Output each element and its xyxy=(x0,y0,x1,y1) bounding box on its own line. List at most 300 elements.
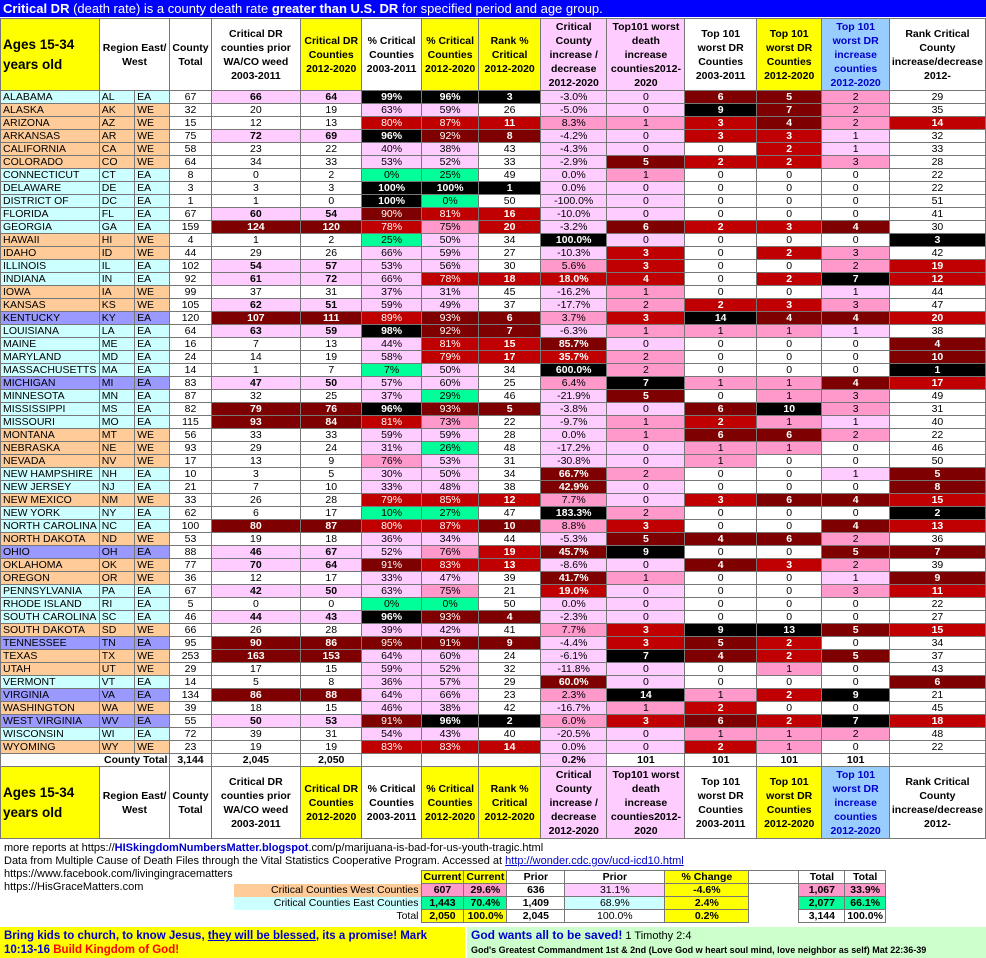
table-cell: 0 xyxy=(822,351,889,364)
state-code: TX xyxy=(99,650,134,663)
table-cell: 7% xyxy=(362,364,422,377)
table-cell: 15 xyxy=(889,624,985,637)
table-cell: 0 xyxy=(607,91,685,104)
table-cell: EA xyxy=(135,221,170,234)
summary-cell: 1,067 xyxy=(799,884,845,897)
table-cell: 0 xyxy=(607,455,685,468)
table-cell: 66 xyxy=(170,624,211,637)
state-name: MONTANA xyxy=(1,429,100,442)
table-cell: 600.0% xyxy=(540,364,606,377)
table-cell: 0 xyxy=(822,637,889,650)
table-cell: WE xyxy=(135,299,170,312)
table-cell: 78% xyxy=(421,273,478,286)
table-cell: 4 xyxy=(822,377,889,390)
table-cell: 0 xyxy=(822,338,889,351)
table-cell: 36 xyxy=(889,533,985,546)
table-cell: 13 xyxy=(211,455,301,468)
table-cell: 0 xyxy=(756,182,822,195)
state-name: NEW MEXICO xyxy=(1,494,100,507)
table-cell: 96% xyxy=(362,130,422,143)
table-cell: 0 xyxy=(685,663,757,676)
table-row xyxy=(1,455,986,468)
bottom-header-0: Ages 15-34 years old xyxy=(1,767,100,839)
table-cell: 4 xyxy=(479,611,541,624)
table-cell: 49% xyxy=(421,299,478,312)
table-cell: 28 xyxy=(479,429,541,442)
table-cell: -10.0% xyxy=(540,208,606,221)
table-cell: 9 xyxy=(822,689,889,702)
table-cell: 93 xyxy=(170,442,211,455)
table-cell: EA xyxy=(135,260,170,273)
table-cell: 79% xyxy=(421,351,478,364)
table-cell: WE xyxy=(135,455,170,468)
state-name: IOWA xyxy=(1,286,100,299)
table-row xyxy=(1,650,986,663)
table-cell: 3 xyxy=(211,182,301,195)
table-cell: 7 xyxy=(211,338,301,351)
summary-cell: 2,050 xyxy=(421,910,464,923)
state-name: SOUTH DAKOTA xyxy=(1,624,100,637)
table-cell: 13 xyxy=(301,338,362,351)
state-code: SC xyxy=(99,611,134,624)
table-cell: 1 xyxy=(607,572,685,585)
table-cell: 2 xyxy=(756,715,822,728)
table-row xyxy=(1,130,986,143)
state-code: MN xyxy=(99,390,134,403)
table-cell: 21 xyxy=(170,481,211,494)
table-cell: 0 xyxy=(756,364,822,377)
table-cell: EA xyxy=(135,273,170,286)
table-row xyxy=(1,169,986,182)
total-cell xyxy=(421,754,478,767)
table-cell: 1 xyxy=(822,572,889,585)
table-cell: -21.9% xyxy=(540,390,606,403)
table-cell: 1 xyxy=(607,416,685,429)
table-cell: 0 xyxy=(822,481,889,494)
table-cell: 44 xyxy=(170,247,211,260)
table-cell: 0 xyxy=(822,195,889,208)
table-cell: 41.7% xyxy=(540,572,606,585)
table-cell: 10 xyxy=(889,351,985,364)
table-row xyxy=(1,663,986,676)
bottom-header-14: Rank Critical County increase/decrease 2012- xyxy=(889,767,985,839)
table-cell: 29 xyxy=(479,676,541,689)
table-cell: 6 xyxy=(685,403,757,416)
table-cell: 5 xyxy=(685,637,757,650)
table-cell: 66% xyxy=(421,689,478,702)
table-row xyxy=(1,429,986,442)
table-cell: 2 xyxy=(685,221,757,234)
state-name: COLORADO xyxy=(1,156,100,169)
table-cell: 53% xyxy=(362,260,422,273)
state-name: NEBRASKA xyxy=(1,442,100,455)
table-cell: 10 xyxy=(756,403,822,416)
table-cell: 2 xyxy=(301,234,362,247)
table-cell: 19 xyxy=(211,741,301,754)
state-code: MT xyxy=(99,429,134,442)
table-cell: 70 xyxy=(211,559,301,572)
bottom-header-7: % Critical Counties 2012-2020 xyxy=(421,767,478,839)
table-cell: 43 xyxy=(301,611,362,624)
table-cell: 1 xyxy=(607,702,685,715)
table-cell: WE xyxy=(135,533,170,546)
state-name: NEW YORK xyxy=(1,507,100,520)
table-cell: 81% xyxy=(421,208,478,221)
table-cell: EA xyxy=(135,364,170,377)
table-cell: 6 xyxy=(211,507,301,520)
table-cell: 6 xyxy=(685,91,757,104)
summary-label: Critical Counties East Counties xyxy=(234,897,421,910)
summary-cell: 100.0% xyxy=(464,910,507,923)
table-cell: 4 xyxy=(685,650,757,663)
table-cell: 15 xyxy=(479,338,541,351)
table-cell: 92% xyxy=(421,325,478,338)
state-code: CT xyxy=(99,169,134,182)
state-name: NORTH CAROLINA xyxy=(1,520,100,533)
table-cell: 83% xyxy=(421,559,478,572)
table-cell: 39% xyxy=(362,624,422,637)
table-cell: 8 xyxy=(479,130,541,143)
table-row xyxy=(1,546,986,559)
table-cell: 56 xyxy=(170,429,211,442)
table-cell: 28 xyxy=(301,624,362,637)
table-cell: 0 xyxy=(685,481,757,494)
table-row xyxy=(1,689,986,702)
table-cell: 0 xyxy=(822,676,889,689)
state-code: RI xyxy=(99,598,134,611)
state-name: WISCONSIN xyxy=(1,728,100,741)
table-cell: 2 xyxy=(889,507,985,520)
table-cell: 52% xyxy=(421,663,478,676)
table-cell: 73% xyxy=(421,416,478,429)
table-row xyxy=(1,195,986,208)
summary-row xyxy=(234,910,885,923)
table-cell: 4 xyxy=(822,221,889,234)
table-cell: EA xyxy=(135,546,170,559)
table-cell: EA xyxy=(135,208,170,221)
table-cell: WE xyxy=(135,741,170,754)
table-cell: 0 xyxy=(211,598,301,611)
table-cell: 6 xyxy=(685,429,757,442)
state-name: RHODE ISLAND xyxy=(1,598,100,611)
table-cell: WE xyxy=(135,429,170,442)
table-cell: 27 xyxy=(479,247,541,260)
table-cell: 41 xyxy=(479,624,541,637)
top-header-7: % Critical Counties 2012-2020 xyxy=(421,19,478,91)
table-cell: 37 xyxy=(211,286,301,299)
table-cell: 14 xyxy=(685,312,757,325)
table-cell: 39 xyxy=(170,702,211,715)
table-cell: 39 xyxy=(889,559,985,572)
table-cell: 64 xyxy=(170,156,211,169)
table-cell: 0 xyxy=(607,728,685,741)
table-cell: 9 xyxy=(685,624,757,637)
table-cell: 24 xyxy=(479,650,541,663)
table-cell: EA xyxy=(135,715,170,728)
table-cell: 14 xyxy=(889,117,985,130)
table-body xyxy=(1,91,986,767)
state-name: KENTUCKY xyxy=(1,312,100,325)
summary-label: Total xyxy=(396,910,419,922)
table-cell: 8.3% xyxy=(540,117,606,130)
state-name: OHIO xyxy=(1,546,100,559)
table-cell: 0 xyxy=(607,481,685,494)
state-code: NE xyxy=(99,442,134,455)
state-code: MO xyxy=(99,416,134,429)
state-name: NEVADA xyxy=(1,455,100,468)
table-cell: EA xyxy=(135,325,170,338)
table-cell: 47% xyxy=(421,572,478,585)
table-cell: 0 xyxy=(607,442,685,455)
state-code: TN xyxy=(99,637,134,650)
table-cell: 22 xyxy=(301,143,362,156)
table-cell: 19 xyxy=(479,546,541,559)
table-cell: 27 xyxy=(889,611,985,624)
table-cell: WE xyxy=(135,572,170,585)
table-cell: EA xyxy=(135,520,170,533)
total-cell: 101 xyxy=(607,754,685,767)
table-cell: 0 xyxy=(756,702,822,715)
table-cell: 8 xyxy=(889,481,985,494)
bottom-header-12: Top 101 worst DR Counties 2012-2020 xyxy=(756,767,822,839)
table-row xyxy=(1,585,986,598)
state-code: KY xyxy=(99,312,134,325)
table-cell: 0 xyxy=(685,234,757,247)
table-cell: 0 xyxy=(756,507,822,520)
table-cell: 12 xyxy=(889,273,985,286)
table-cell: 12 xyxy=(479,494,541,507)
table-cell: 91% xyxy=(362,715,422,728)
table-cell: 3 xyxy=(479,91,541,104)
table-cell: EA xyxy=(135,481,170,494)
table-cell: 21 xyxy=(889,689,985,702)
state-name: PENNSYLVANIA xyxy=(1,585,100,598)
bottom-header-10: Top101 worst death increase counties2012-2020 xyxy=(607,767,685,839)
table-row xyxy=(1,312,986,325)
table-cell: 0 xyxy=(756,468,822,481)
state-code: AL xyxy=(99,91,134,104)
table-cell: 0 xyxy=(756,676,822,689)
summary-header: % Change xyxy=(665,871,749,884)
table-cell: 63 xyxy=(211,325,301,338)
table-cell: 0 xyxy=(756,598,822,611)
table-cell: 43% xyxy=(421,728,478,741)
table-cell: 0.0% xyxy=(540,182,606,195)
table-cell: 4 xyxy=(685,559,757,572)
table-cell: 9 xyxy=(607,546,685,559)
summary-table xyxy=(234,870,886,923)
table-cell: 61 xyxy=(211,273,301,286)
table-cell: 37% xyxy=(362,286,422,299)
state-code: MI xyxy=(99,377,134,390)
table-cell: 15 xyxy=(170,117,211,130)
table-cell: 111 xyxy=(301,312,362,325)
table-cell: 0 xyxy=(822,598,889,611)
table-row xyxy=(1,286,986,299)
table-cell: 163 xyxy=(211,650,301,663)
table-cell: 32 xyxy=(479,663,541,676)
table-cell: 33 xyxy=(170,494,211,507)
table-cell: 1 xyxy=(211,195,301,208)
table-row xyxy=(1,104,986,117)
footer-line-3: https://www.facebook.com/livingingracematters xyxy=(4,868,233,880)
table-cell: EA xyxy=(135,676,170,689)
state-name: MISSISSIPPI xyxy=(1,403,100,416)
table-cell: EA xyxy=(135,169,170,182)
table-cell: 8.8% xyxy=(540,520,606,533)
table-cell: -10.3% xyxy=(540,247,606,260)
table-cell: 0 xyxy=(756,338,822,351)
table-cell: 0 xyxy=(756,195,822,208)
state-name: MAINE xyxy=(1,338,100,351)
top-header-6: % Critical Counties 2003-2011 xyxy=(362,19,422,91)
table-cell: 33 xyxy=(479,156,541,169)
table-cell: 50 xyxy=(479,195,541,208)
table-cell: 31% xyxy=(362,442,422,455)
table-cell: 2 xyxy=(822,559,889,572)
table-cell: 41 xyxy=(889,208,985,221)
table-cell: EA xyxy=(135,598,170,611)
table-cell: 91% xyxy=(421,637,478,650)
table-cell: 16 xyxy=(479,208,541,221)
table-cell: 0 xyxy=(756,208,822,221)
cdc-wonder-link[interactable]: http://wonder.cdc.gov/ucd-icd10.html xyxy=(505,855,684,867)
state-name: ILLINOIS xyxy=(1,260,100,273)
summary-header: Total xyxy=(799,871,845,884)
table-cell: 2 xyxy=(685,299,757,312)
state-code: OH xyxy=(99,546,134,559)
table-cell: 11 xyxy=(479,117,541,130)
summary-cell: 607 xyxy=(421,884,464,897)
table-cell: 59% xyxy=(362,429,422,442)
table-cell: -30.8% xyxy=(540,455,606,468)
table-cell: EA xyxy=(135,637,170,650)
summary-cell: 2,045 xyxy=(507,910,565,923)
table-cell: 50 xyxy=(479,598,541,611)
table-cell: -16.7% xyxy=(540,702,606,715)
table-cell: 1 xyxy=(479,182,541,195)
table-cell: 1 xyxy=(822,130,889,143)
table-cell: 4 xyxy=(756,312,822,325)
table-cell: 12 xyxy=(211,572,301,585)
table-row xyxy=(1,741,986,754)
scripture-banner: God wants all to be saved! 1 Timothy 2:4 God's Greatest Commandment 1st & 2nd (Love God w heart soul mind, love neighbor as self) Mat 22:36-39 xyxy=(467,927,986,958)
table-cell: 23 xyxy=(170,741,211,754)
table-row xyxy=(1,507,986,520)
table-cell: EA xyxy=(135,312,170,325)
table-cell: 2 xyxy=(822,91,889,104)
table-cell: 58 xyxy=(170,143,211,156)
table-cell: 3 xyxy=(889,234,985,247)
table-cell: WE xyxy=(135,559,170,572)
table-cell: WE xyxy=(135,650,170,663)
table-cell: 0 xyxy=(685,247,757,260)
table-cell: 0 xyxy=(685,273,757,286)
state-code: AZ xyxy=(99,117,134,130)
table-cell: 76% xyxy=(362,455,422,468)
table-cell: 7 xyxy=(822,273,889,286)
table-cell: 80% xyxy=(362,117,422,130)
table-cell: 0 xyxy=(685,585,757,598)
table-cell: 2 xyxy=(607,351,685,364)
table-cell: 17 xyxy=(170,455,211,468)
table-cell: 64 xyxy=(301,91,362,104)
table-cell: 0 xyxy=(685,195,757,208)
table-cell: 1 xyxy=(685,442,757,455)
table-cell: 0 xyxy=(685,169,757,182)
table-cell: 92 xyxy=(170,273,211,286)
table-cell: 3 xyxy=(301,182,362,195)
table-cell: 183.3% xyxy=(540,507,606,520)
state-name: WASHINGTON xyxy=(1,702,100,715)
table-cell: -5.3% xyxy=(540,533,606,546)
table-cell: 64 xyxy=(301,559,362,572)
table-cell: 46 xyxy=(170,611,211,624)
table-cell: 86 xyxy=(301,637,362,650)
table-cell: 95 xyxy=(170,637,211,650)
table-cell: 13 xyxy=(889,520,985,533)
table-cell: 96% xyxy=(421,715,478,728)
table-cell: 3 xyxy=(607,312,685,325)
table-cell: 14 xyxy=(170,364,211,377)
table-cell: 62 xyxy=(211,299,301,312)
table-cell: 1 xyxy=(211,234,301,247)
table-cell: 42.9% xyxy=(540,481,606,494)
table-cell: 0 xyxy=(607,676,685,689)
table-cell: 29% xyxy=(421,390,478,403)
state-code: GA xyxy=(99,221,134,234)
table-cell: 17 xyxy=(301,572,362,585)
table-cell: 3 xyxy=(607,247,685,260)
table-cell: 0 xyxy=(756,286,822,299)
summary-cell: 66.1% xyxy=(845,897,886,910)
table-cell: 1 xyxy=(756,442,822,455)
table-cell: 25 xyxy=(301,390,362,403)
table-cell: 28 xyxy=(889,156,985,169)
table-cell: 67 xyxy=(170,91,211,104)
table-cell: 3 xyxy=(822,585,889,598)
table-cell: 36% xyxy=(362,676,422,689)
table-row xyxy=(1,234,986,247)
table-cell: 3 xyxy=(822,156,889,169)
table-cell: EA xyxy=(135,351,170,364)
table-cell: 0 xyxy=(211,169,301,182)
table-cell: 95% xyxy=(362,637,422,650)
state-code: OK xyxy=(99,559,134,572)
table-cell: 2 xyxy=(756,689,822,702)
table-cell: 26 xyxy=(211,624,301,637)
table-cell: 13 xyxy=(301,117,362,130)
table-cell: 44 xyxy=(211,611,301,624)
summary-cell: 68.9% xyxy=(565,897,665,910)
table-cell: 53% xyxy=(362,156,422,169)
table-cell: 0 xyxy=(822,455,889,468)
table-cell: 1 xyxy=(756,741,822,754)
table-cell: 2 xyxy=(756,650,822,663)
table-cell: 18 xyxy=(479,273,541,286)
table-cell: 72 xyxy=(170,728,211,741)
table-cell: 26 xyxy=(211,494,301,507)
table-cell: 87 xyxy=(170,390,211,403)
table-cell: 96% xyxy=(421,91,478,104)
state-name: ALASKA xyxy=(1,104,100,117)
table-cell: 2 xyxy=(685,156,757,169)
table-cell: 33 xyxy=(889,143,985,156)
table-cell: 60 xyxy=(211,208,301,221)
summary-row xyxy=(234,897,885,910)
table-cell: 1 xyxy=(607,169,685,182)
state-code: WY xyxy=(99,741,134,754)
